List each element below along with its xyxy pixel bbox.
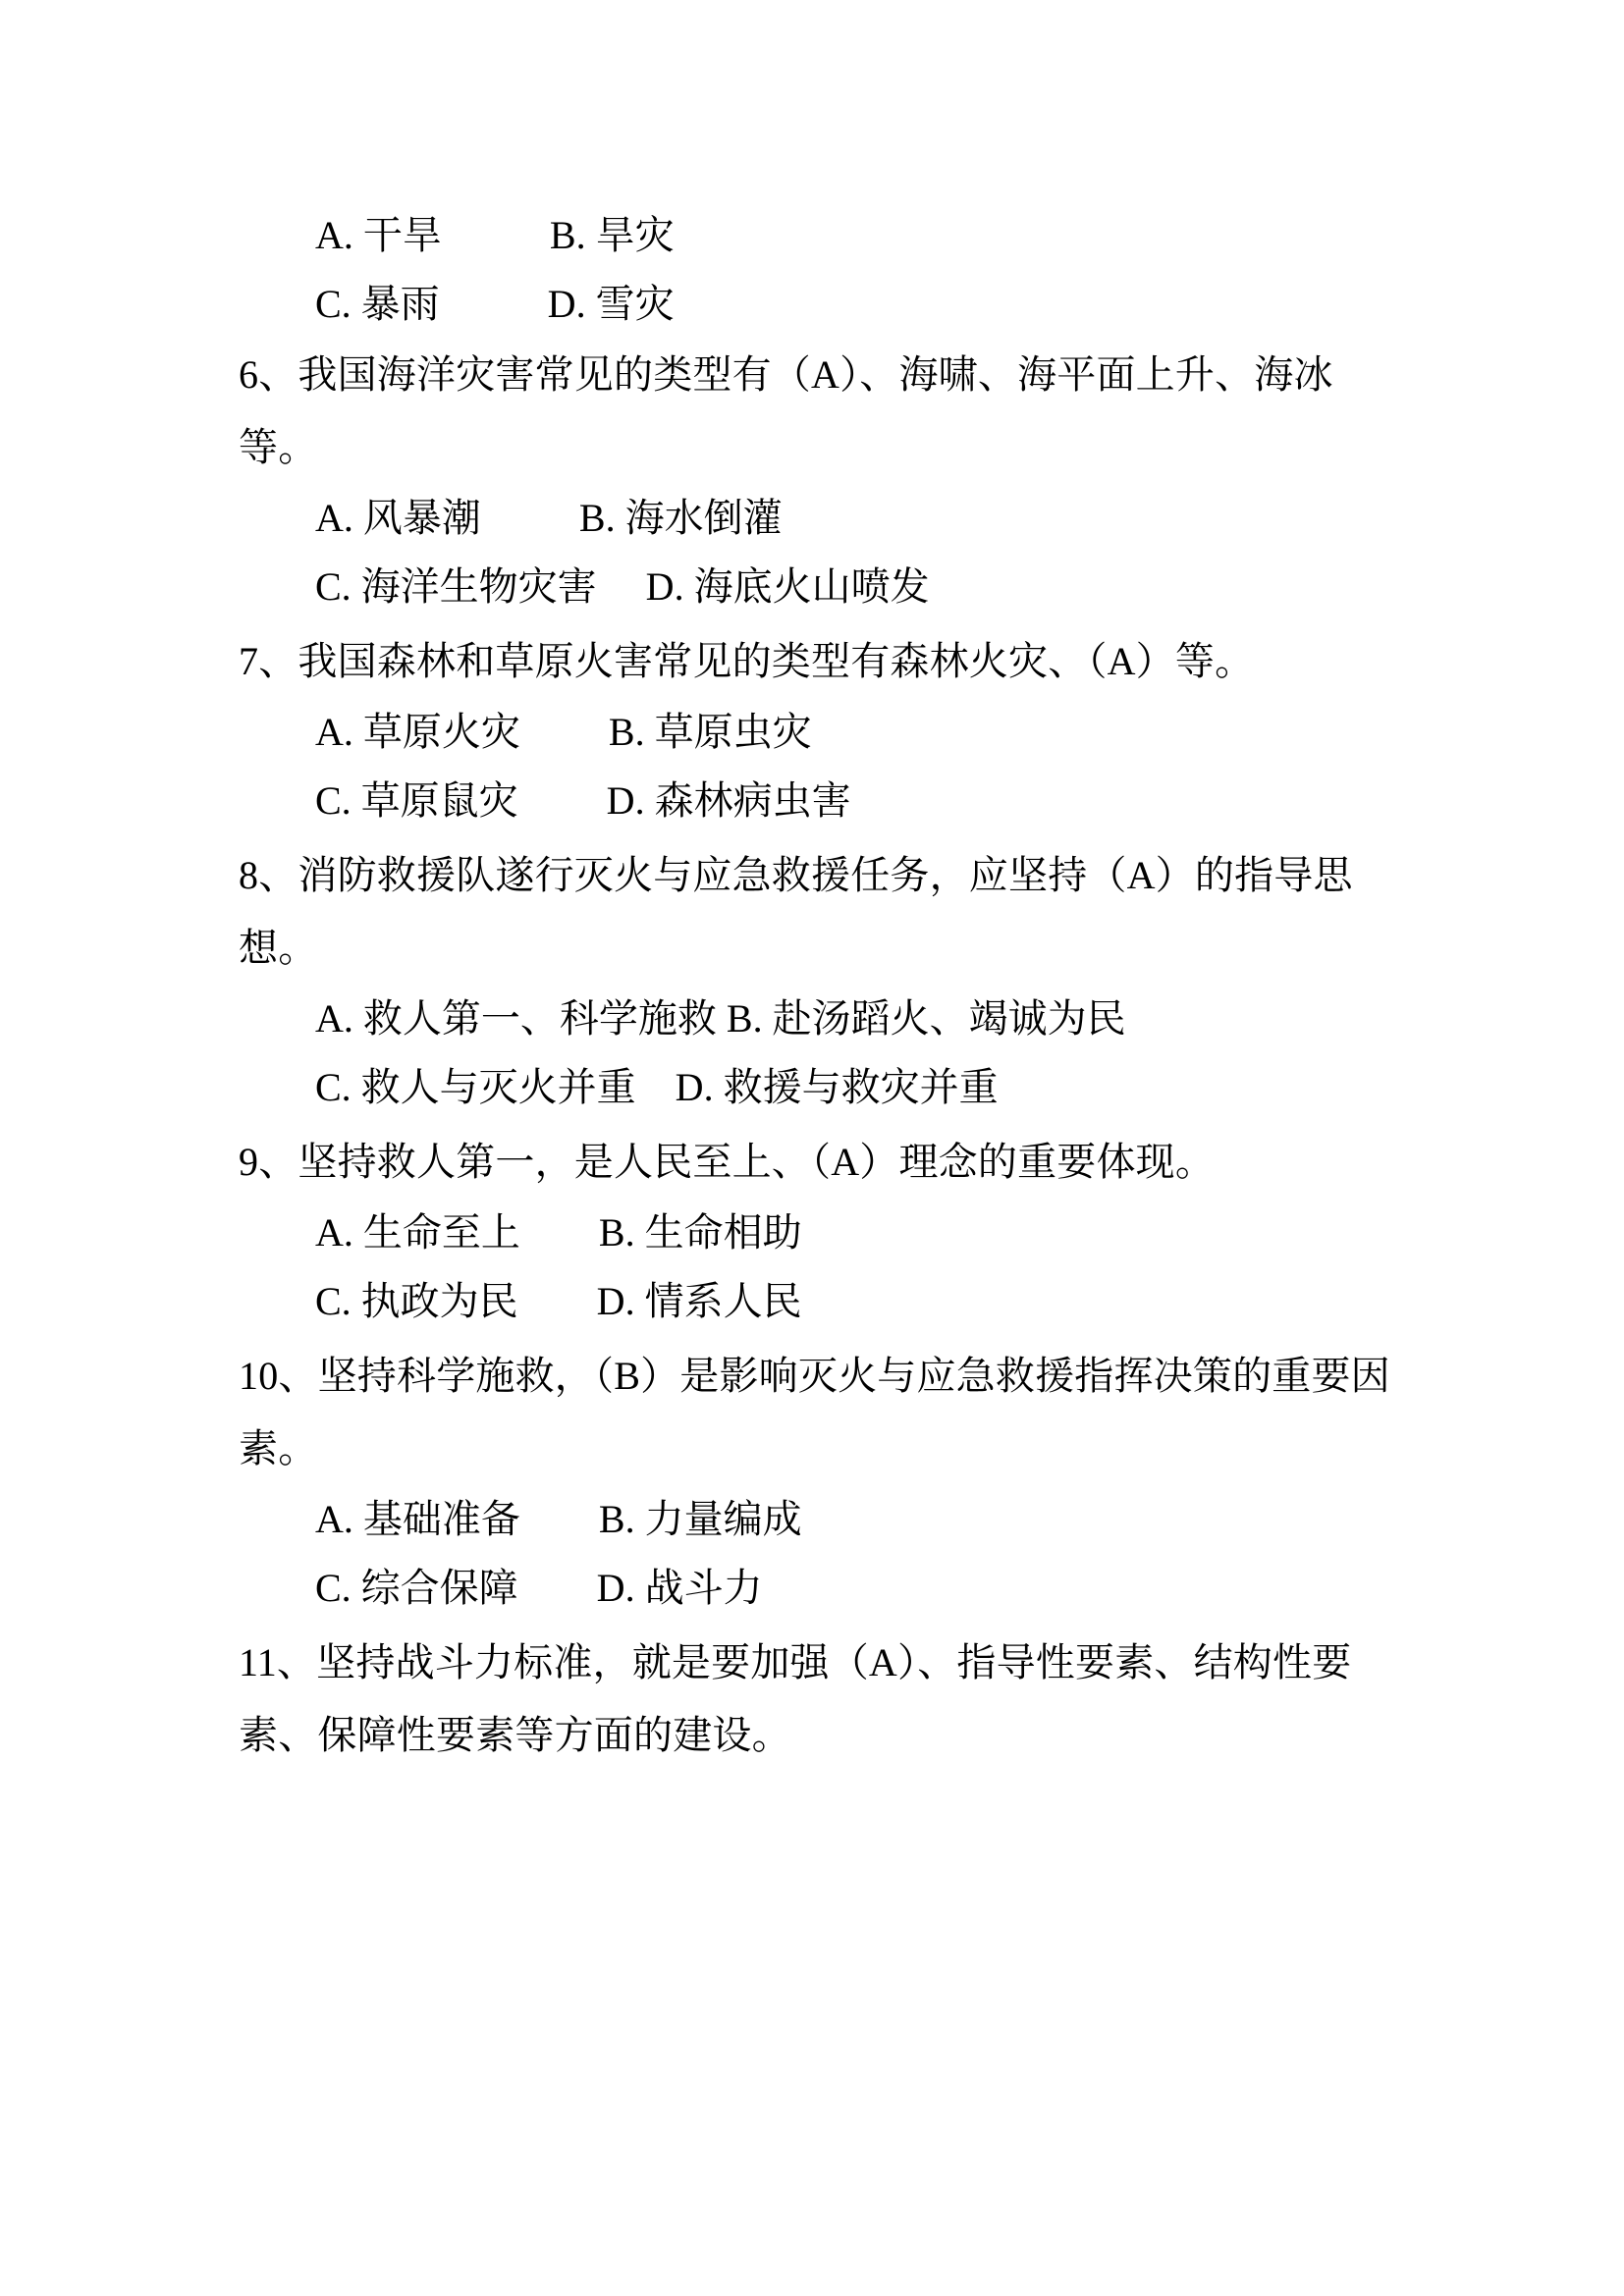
option-row: A. 生命至上 B. 生命相助	[315, 1210, 802, 1255]
question-block-7	[239, 625, 1397, 835]
question-stem: 9、坚持救人第一，是人民至上、（A）理念的重要体现。	[239, 1140, 1216, 1184]
question-stem: 7、我国森林和草原火害常见的类型有森林火灾、（A）等。	[239, 639, 1255, 683]
question-block-6	[239, 339, 1397, 621]
option-row: A. 干旱 B. 旱灾	[315, 213, 675, 257]
question-block-8	[239, 839, 1397, 1122]
question-stem: 11、坚持战斗力标准，就是要加强（A）、指导性要素、结构性要素、保障性要素等方面的建设。	[239, 1640, 1352, 1757]
question-block-10	[239, 1340, 1397, 1623]
option-row: C. 执政为民 D. 情系人民	[315, 1279, 802, 1323]
question-options	[239, 1485, 1397, 1623]
question-stem: 8、消防救援队遂行灭火与应急救援任务，应坚持（A）的指导思想。	[239, 853, 1353, 970]
option-row: C. 海洋生物灾害 D. 海底火山喷发	[315, 564, 930, 609]
option-row: A. 救人第一、科学施救 B. 赴汤蹈火、竭诚为民	[315, 996, 1126, 1041]
document-body	[239, 201, 1397, 1776]
option-row: C. 救人与灭火并重 D. 救援与救灾并重	[315, 1065, 999, 1109]
question-options	[239, 985, 1397, 1122]
question-options	[239, 484, 1397, 621]
question-stem: 10、坚持科学施救，（B）是影响灭火与应急救援指挥决策的重要因素。	[239, 1354, 1390, 1470]
option-row: A. 草原火灾 B. 草原虫灾	[315, 710, 812, 754]
question-stem: 6、我国海洋灾害常见的类型有（A）、海啸、海平面上升、海冰等。	[239, 352, 1333, 469]
option-row: C. 暴雨 D. 雪灾	[315, 282, 675, 326]
option-row: A. 基础准备 B. 力量编成	[315, 1497, 802, 1541]
partial-options-block	[239, 201, 1397, 339]
question-options	[239, 698, 1397, 835]
option-row: A. 风暴潮 B. 海水倒灌	[315, 496, 783, 540]
question-block-9	[239, 1126, 1397, 1336]
option-row: C. 综合保障 D. 战斗力	[315, 1566, 763, 1610]
option-row: C. 草原鼠灾 D. 森林病虫害	[315, 778, 851, 823]
question-options	[239, 1199, 1397, 1336]
question-block-11	[239, 1627, 1397, 1772]
